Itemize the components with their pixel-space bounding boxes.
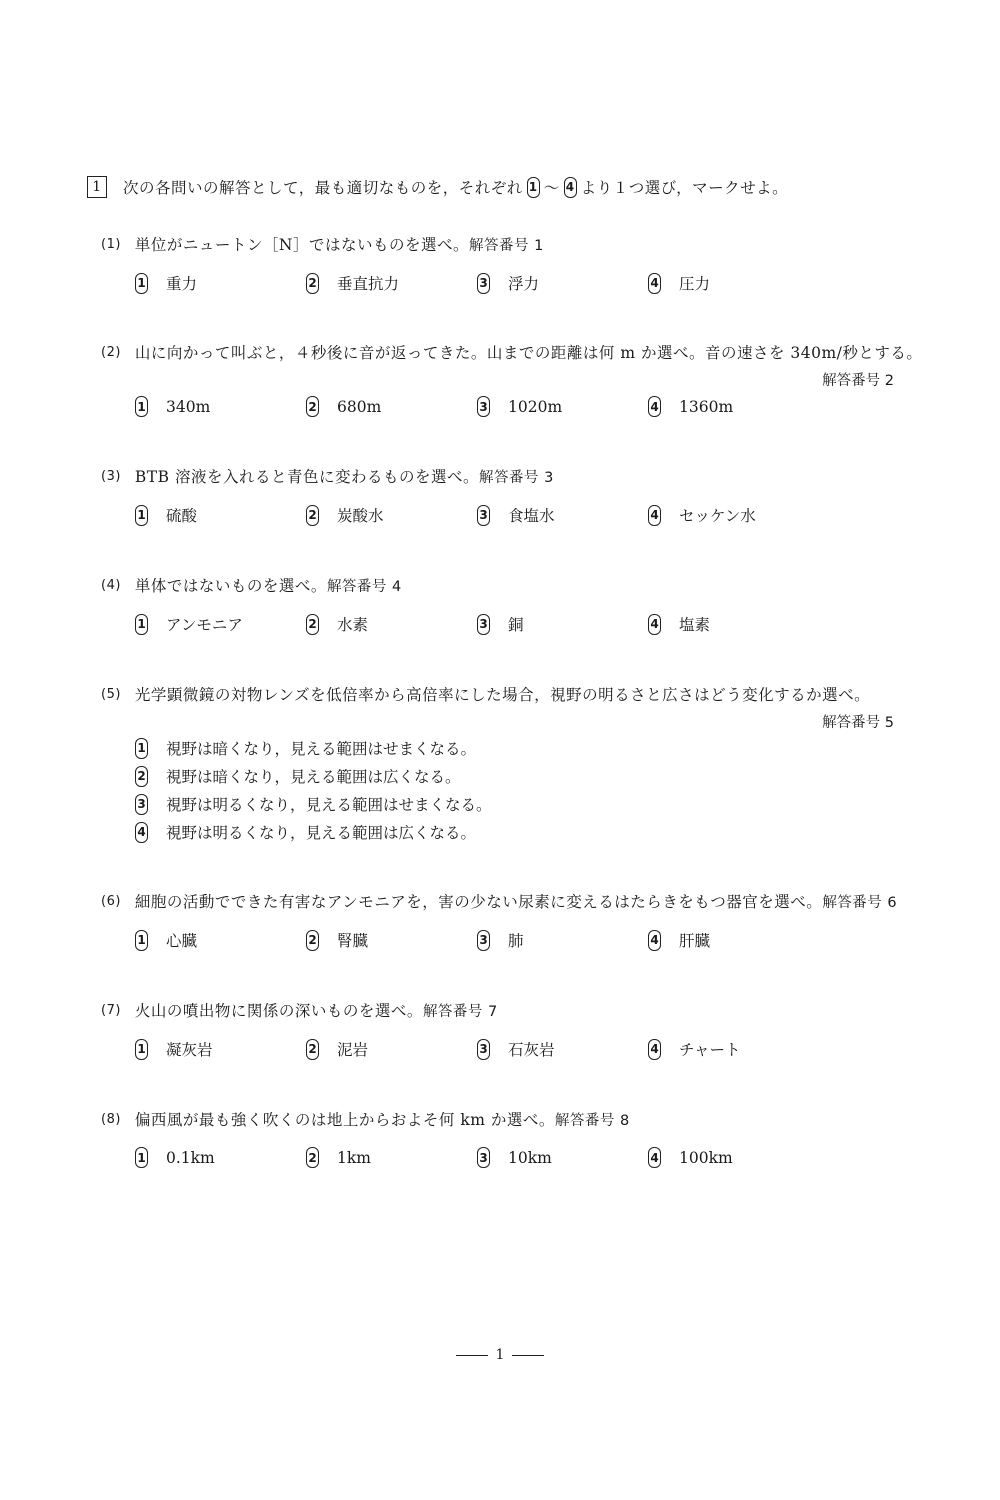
option-text: 圧力 (679, 275, 711, 293)
option[interactable] (135, 1147, 306, 1168)
option-text: 炭酸水 (337, 507, 384, 525)
option[interactable] (306, 396, 477, 417)
option-text: 視野は暗くなり，見える範囲はせまくなる。 (166, 740, 477, 758)
option-text: 銅 (508, 616, 524, 634)
option-mark: 3 (477, 505, 490, 526)
instruction-text: 次の各問いの解答として，最も適切なものを，それぞれ (123, 179, 523, 197)
answer-number-label: 解答番号 5 (822, 715, 894, 731)
option-text: 垂直抗力 (337, 275, 400, 293)
options-row (135, 1038, 819, 1060)
question-number: (6) (101, 893, 121, 909)
footer-rule-right (512, 1355, 544, 1356)
option[interactable] (135, 504, 306, 526)
option[interactable] (135, 762, 492, 790)
option-text: 硫酸 (166, 507, 198, 525)
option-text: 視野は明るくなり，見える範囲はせまくなる。 (166, 796, 492, 814)
option-text: 100km (679, 1148, 733, 1167)
option-text: 1km (337, 1148, 371, 1167)
answer-number-label: 解答番号 3 (478, 469, 554, 486)
option[interactable] (477, 272, 648, 294)
option[interactable] (477, 396, 648, 417)
question-number: (7) (101, 1002, 121, 1018)
options-list (135, 734, 492, 846)
option-text: チャート (679, 1041, 741, 1059)
option-text: 肺 (508, 932, 524, 950)
option-text: 視野は明るくなり，見える範囲は広くなる。 (166, 824, 477, 842)
option-mark: 2 (306, 1039, 319, 1060)
options-row (135, 929, 819, 951)
option[interactable] (477, 1147, 648, 1168)
option-mark: 1 (135, 505, 148, 526)
question-text: 山に向かって叫ぶと，４秒後に音が返ってきた。山までの距離は何 m か選べ。音の速さを 340m/秒とする。 (134, 344, 923, 362)
option-text: 浮力 (508, 275, 540, 293)
question-number: (3) (101, 468, 121, 484)
option-text: 680m (337, 397, 382, 416)
question-line (101, 465, 554, 487)
option[interactable] (648, 504, 819, 526)
option-mark: 1 (135, 1147, 148, 1168)
option-mark: 3 (477, 273, 490, 294)
option-mark: 2 (306, 930, 319, 951)
option-text: 視野は暗くなり，見える範囲は広くなる。 (166, 768, 461, 786)
option-mark: 3 (477, 396, 490, 417)
question-line (101, 683, 870, 705)
question-number: (2) (101, 344, 121, 360)
question-line (101, 574, 402, 596)
option-text: 泥岩 (337, 1041, 369, 1059)
option-text: 凝灰岩 (166, 1041, 213, 1059)
answer-number-label: 解答番号 1 (469, 237, 544, 254)
option-mark: 4 (135, 822, 148, 843)
option[interactable] (648, 929, 819, 951)
question-line (101, 890, 897, 912)
option-text: 水素 (337, 616, 369, 634)
option-mark: 3 (477, 614, 490, 635)
question-number: (1) (101, 236, 121, 252)
option-mark: 2 (306, 273, 319, 294)
option-mark: 3 (477, 930, 490, 951)
options-row (135, 272, 819, 294)
option[interactable] (306, 929, 477, 951)
option[interactable] (477, 613, 648, 635)
range-separator: ～ (543, 179, 560, 197)
option-text: 腎臓 (337, 932, 369, 950)
option-mark: 1 (135, 614, 148, 635)
option-mark: 1 (135, 738, 148, 759)
option[interactable] (135, 613, 306, 635)
question-number: (4) (101, 577, 121, 593)
option[interactable] (135, 1038, 306, 1060)
page-number: 1 (495, 1347, 505, 1363)
question-text: 偏西風が最も強く吹くのは地上からおよそ何 km か選べ。 (134, 1111, 555, 1129)
section-number-box: 1 (87, 176, 107, 198)
option[interactable] (306, 272, 477, 294)
section-header (87, 176, 788, 198)
option-text: 1020m (508, 397, 563, 416)
option-mark: 4 (648, 930, 661, 951)
option-text: 1360m (679, 397, 734, 416)
option-mark: 4 (648, 1147, 661, 1168)
answer-number-label: 解答番号 7 (422, 1003, 498, 1020)
option[interactable] (135, 818, 492, 846)
option-mark: 4 (648, 505, 661, 526)
option-mark: 3 (477, 1039, 490, 1060)
option-text: 0.1km (166, 1148, 215, 1167)
option-mark: 3 (477, 1147, 490, 1168)
footer-rule-left (456, 1355, 488, 1356)
option-text: アンモニア (166, 616, 243, 634)
range-to-mark: 4 (564, 177, 577, 198)
option-mark: 4 (648, 396, 661, 417)
option-text: 340m (166, 397, 211, 416)
option-mark: 1 (135, 930, 148, 951)
option-mark: 2 (306, 1147, 319, 1168)
option-text: 石灰岩 (508, 1041, 555, 1059)
option-mark: 4 (648, 273, 661, 294)
option-text: セッケン水 (679, 507, 756, 525)
question-text: BTB 溶液を入れると青色に変わるものを選べ。 (134, 468, 479, 486)
option[interactable] (135, 929, 306, 951)
option-mark: 2 (306, 396, 319, 417)
question-text: 単位がニュートン［N］ではないものを選べ。 (134, 236, 469, 254)
question-number: (8) (101, 1111, 121, 1127)
option[interactable] (477, 929, 648, 951)
answer-number-label: 解答番号 8 (554, 1112, 630, 1129)
option-text: 10km (508, 1148, 552, 1167)
option[interactable] (648, 272, 819, 294)
option[interactable] (135, 272, 306, 294)
answer-number-label: 解答番号 4 (326, 578, 402, 595)
option[interactable] (306, 504, 477, 526)
option[interactable] (648, 1038, 819, 1060)
options-row (135, 396, 819, 417)
option-text: 肝臓 (679, 932, 711, 950)
page-footer (0, 1347, 1000, 1363)
option-text: 食塩水 (508, 507, 555, 525)
option-text: 重力 (166, 275, 198, 293)
option[interactable] (306, 1147, 477, 1168)
option-mark: 2 (306, 505, 319, 526)
question-line (101, 999, 498, 1021)
option-mark: 4 (648, 1039, 661, 1060)
question-line (101, 341, 922, 363)
options-row (135, 1147, 819, 1168)
option-text: 心臓 (166, 932, 198, 950)
option[interactable] (135, 734, 492, 762)
answer-number-label: 解答番号 2 (822, 373, 894, 389)
option-mark: 1 (135, 1039, 148, 1060)
option[interactable] (477, 504, 648, 526)
option[interactable] (135, 790, 492, 818)
range-from-mark: 1 (527, 177, 540, 198)
option-mark: 3 (135, 794, 148, 815)
question-number: (5) (101, 686, 121, 702)
instruction-text-end: より１つ選び，マークせよ。 (580, 179, 789, 197)
option[interactable] (648, 1147, 819, 1168)
question-text: 細胞の活動でできた有害なアンモニアを，害の少ない尿素に変えるはたらきをもつ器官を選べ。 (134, 893, 823, 911)
options-row (135, 613, 819, 635)
option[interactable] (648, 396, 819, 417)
question-line (101, 233, 544, 255)
option-mark: 1 (135, 273, 148, 294)
question-text: 光学顕微鏡の対物レンズを低倍率から高倍率にした場合，視野の明るさと広さはどう変化するか選べ。 (134, 686, 871, 704)
question-text: 火山の噴出物に関係の深いものを選べ。 (134, 1002, 423, 1020)
question-text: 単体ではないものを選べ。 (134, 577, 327, 595)
question-line (101, 1108, 630, 1130)
answer-number-label: 解答番号 6 (822, 894, 898, 911)
option-text: 塩素 (679, 616, 711, 634)
option-mark: 2 (306, 614, 319, 635)
option[interactable] (135, 396, 306, 417)
options-row (135, 504, 819, 526)
option[interactable] (306, 613, 477, 635)
option[interactable] (477, 1038, 648, 1060)
option[interactable] (306, 1038, 477, 1060)
option[interactable] (648, 613, 819, 635)
option-mark: 1 (135, 396, 148, 417)
option-mark: 4 (648, 614, 661, 635)
option-mark: 2 (135, 766, 148, 787)
